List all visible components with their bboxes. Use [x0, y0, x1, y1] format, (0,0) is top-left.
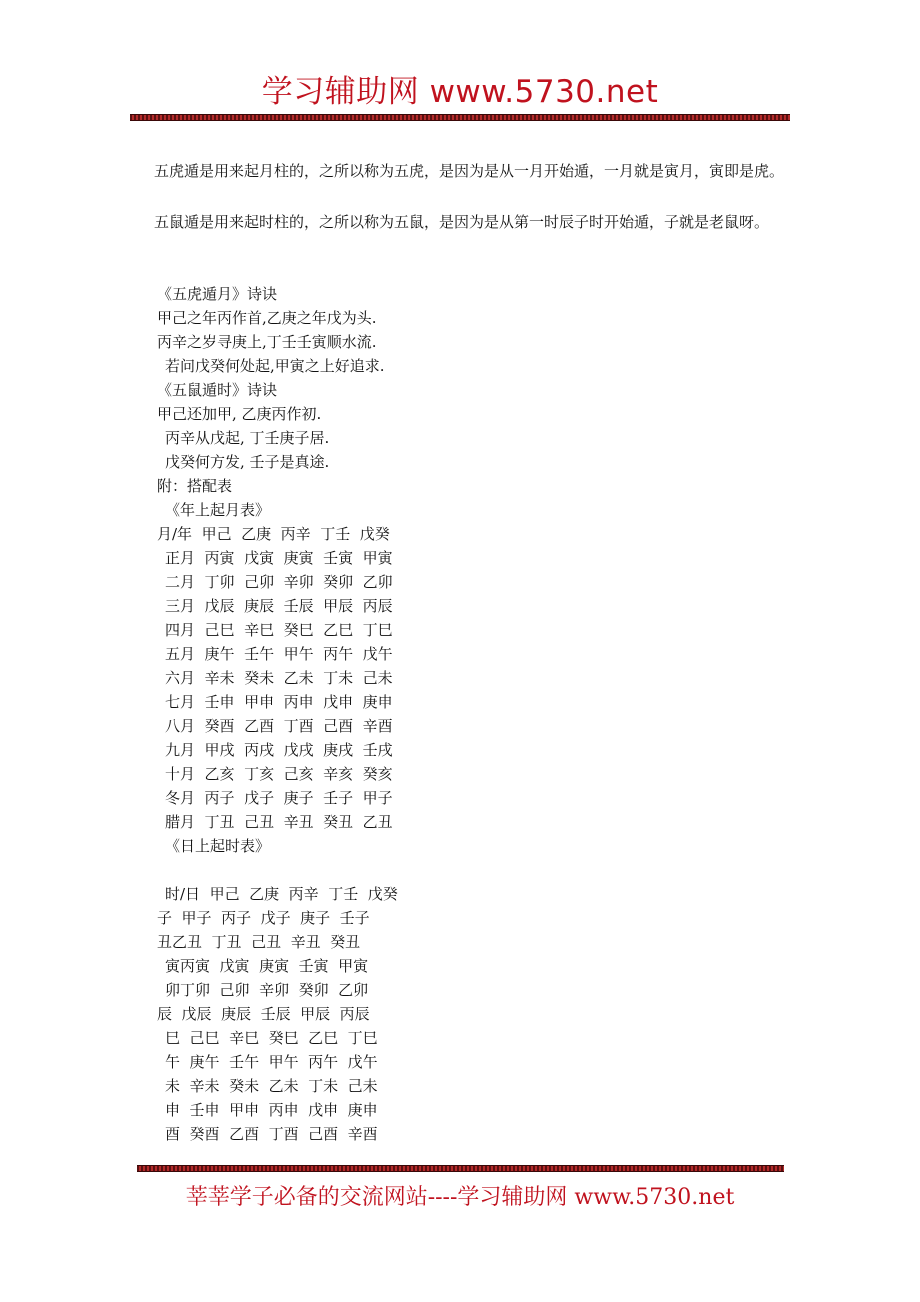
month-table-row: 三月 戊辰 庚辰 壬辰 甲辰 丙辰 [165, 597, 393, 615]
appendix-label: 附：搭配表 [157, 477, 233, 495]
poem-line: 丙辛之岁寻庚上,丁壬壬寅顺水流. [157, 333, 377, 351]
month-table-row: 九月 甲戌 丙戌 戊戌 庚戌 壬戌 [165, 741, 393, 759]
footer-text: 莘莘学子必备的交流网站----学习辅助网 www.5730.net [185, 1185, 735, 1210]
hour-table-row: 未 辛未 癸未 乙未 丁未 己未 [165, 1077, 378, 1095]
month-table-row: 十月 乙亥 丁亥 己亥 辛亥 癸亥 [165, 765, 393, 783]
paragraph-wuhu: 五虎遁是用来起月柱的，之所以称为五虎，是因为是从一月开始遁，一月就是寅月，寅即是虎。 [154, 162, 785, 180]
month-table-row: 腊月 丁丑 己丑 辛丑 癸丑 乙丑 [165, 813, 393, 831]
hour-table-row: 午 庚午 壬午 甲午 丙午 戊午 [165, 1053, 378, 1071]
hour-table-row: 寅丙寅 戊寅 庚寅 壬寅 甲寅 [165, 957, 369, 975]
hour-table-row: 卯丁卯 己卯 辛卯 癸卯 乙卯 [165, 981, 369, 999]
hour-table-row: 子 甲子 丙子 戊子 庚子 壬子 [157, 909, 370, 927]
paragraph-wushu: 五鼠遁是用来起时柱的，之所以称为五鼠，是因为是从第一时辰子时开始遁，子就是老鼠呀。 [154, 213, 770, 231]
poem-line: 甲己还加甲, 乙庚丙作初. [157, 405, 322, 423]
month-table-row: 八月 癸酉 乙酉 丁酉 己酉 辛酉 [165, 717, 393, 735]
month-table-row: 四月 己巳 辛巳 癸巳 乙巳 丁巳 [165, 621, 393, 639]
poem-title-wushu: 《五鼠遁时》诗诀 [157, 381, 278, 399]
poem-line: 甲己之年丙作首,乙庚之年戊为头. [157, 309, 377, 327]
hour-table-row: 申 壬申 甲申 丙申 戊申 庚申 [165, 1101, 378, 1119]
poem-title-wuhu: 《五虎遁月》诗诀 [157, 285, 278, 303]
month-table-row: 七月 壬申 甲申 丙申 戊申 庚申 [165, 693, 393, 711]
hour-table-row: 辰 戊辰 庚辰 壬辰 甲辰 丙辰 [157, 1005, 370, 1023]
month-table-row: 正月 丙寅 戊寅 庚寅 壬寅 甲寅 [165, 549, 393, 567]
poem-line: 丙辛从戊起, 丁壬庚子居. [165, 429, 330, 447]
footer-divider [137, 1165, 784, 1172]
poem-line: 若问戊癸何处起,甲寅之上好追求. [165, 357, 385, 375]
table-title-hour: 《日上起时表》 [165, 837, 271, 855]
month-table-row: 六月 辛未 癸未 乙未 丁未 己未 [165, 669, 393, 687]
hour-table-row: 巳 己巳 辛巳 癸巳 乙巳 丁巳 [165, 1029, 378, 1047]
hour-table-row: 丑乙丑 丁丑 己丑 辛丑 癸丑 [157, 933, 361, 951]
poem-line: 戊癸何方发, 壬子是真途. [165, 453, 330, 471]
hour-table-row: 酉 癸酉 乙酉 丁酉 己酉 辛酉 [165, 1125, 378, 1143]
month-table-row: 冬月 丙子 戊子 庚子 壬子 甲子 [165, 789, 393, 807]
month-table-row: 二月 丁卯 己卯 辛卯 癸卯 乙卯 [165, 573, 393, 591]
table-title-month: 《年上起月表》 [165, 501, 271, 519]
hour-table-header: 时/日 甲己 乙庚 丙辛 丁壬 戊癸 [165, 885, 398, 903]
page-header-title: 学习辅助网 www.5730.net [261, 74, 659, 110]
header-divider [130, 114, 790, 121]
month-table-row: 五月 庚午 壬午 甲午 丙午 戊午 [165, 645, 393, 663]
month-table-header: 月/年 甲己 乙庚 丙辛 丁壬 戊癸 [157, 525, 390, 543]
